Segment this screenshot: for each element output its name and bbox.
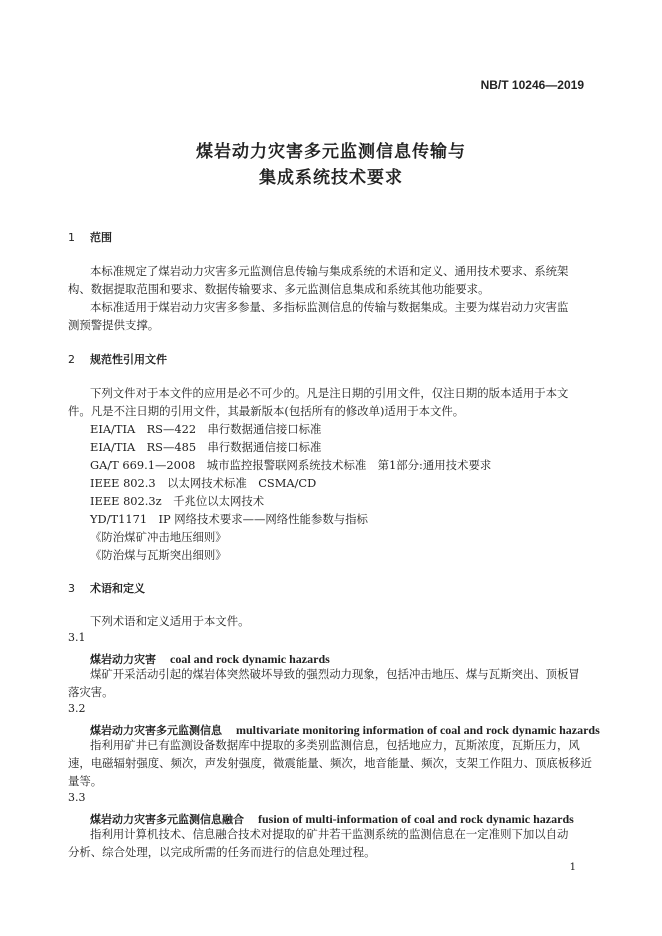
section-number: 2 <box>68 353 75 366</box>
scope-paragraph-2-line2: 测预警提供支撑。 <box>68 318 160 332</box>
section-title: 术语和定义 <box>90 582 145 595</box>
section-title: 规范性引用文件 <box>90 353 167 366</box>
term-definition-line1: 指利用计算机技术、信息融合技术对提取的矿井若干监测系统的监测信息在一定准则下加以自动 <box>90 827 569 841</box>
section-number: 1 <box>68 231 75 244</box>
reference-item: YD/T1171 IP 网络技术要求——网络性能参数与指标 <box>90 512 368 526</box>
term-chinese: 煤岩动力灾害多元监测信息 <box>90 724 222 737</box>
page-number: 1 <box>569 862 576 873</box>
standard-number: NB/T 10246—2019 <box>480 78 584 92</box>
term-definition-line2: 速，电磁辐射强度、频次，声发射强度，微震能量、频次，地音能量、频次，支架工作阻力、顶底板移近 <box>68 756 592 770</box>
term-heading <box>90 648 330 667</box>
terms-intro: 下列术语和定义适用于本文件。 <box>90 614 250 628</box>
reference-item: 《防治煤矿冲击地压细则》 <box>90 530 227 544</box>
reference-item: EIA/TIA RS—422 串行数据通信接口标准 <box>90 422 322 436</box>
section-2-heading <box>68 351 167 367</box>
section-title: 范围 <box>90 231 112 244</box>
term-chinese: 煤岩动力灾害多元监测信息融合 <box>90 813 244 826</box>
reference-item: IEEE 802.3z 千兆位以太网技术 <box>90 494 265 508</box>
term-number: 3.3 <box>68 791 86 804</box>
term-definition-line2: 分析、综合处理，以完成所需的任务而进行的信息处理过程。 <box>68 845 376 859</box>
references-intro-line2: 件。凡是不注日期的引用文件，其最新版本(包括所有的修改单)适用于本文件。 <box>68 404 465 418</box>
reference-item: GA/T 669.1—2008 城市监控报警联网系统技术标准 第1部分:通用技术要求 <box>90 458 492 472</box>
term-number: 3.2 <box>68 702 86 715</box>
scope-paragraph-1-line1: 本标准规定了煤岩动力灾害多元监测信息传输与集成系统的术语和定义、通用技术要求、系统架 <box>90 264 569 278</box>
term-definition-line1: 指利用矿井已有监测设备数据库中提取的多类别监测信息，包括地应力，瓦斯浓度，瓦斯压力，风 <box>90 738 580 752</box>
scope-paragraph-1-line2: 构、数据提取范围和要求、数据传输要求、多元监测信息集成和系统其他功能要求。 <box>68 282 490 296</box>
section-3-heading <box>68 580 145 596</box>
reference-item: IEEE 802.3 以太网技术标准 CSMA/CD <box>90 476 317 490</box>
term-heading <box>90 719 600 738</box>
scope-paragraph-2-line1: 本标准适用于煤岩动力灾害多参量、多指标监测信息的传输与数据集成。主要为煤岩动力灾害监 <box>90 300 569 314</box>
section-1-heading <box>68 229 112 245</box>
term-heading <box>90 808 574 827</box>
reference-item: 《防治煤与瓦斯突出细则》 <box>90 548 227 562</box>
term-english: multivariate monitoring information of coal and rock dynamic hazards <box>236 723 600 737</box>
section-number: 3 <box>68 582 75 595</box>
document-title-line2: 集成系统技术要求 <box>259 168 403 188</box>
term-english: fusion of multi-information of coal and rock dynamic hazards <box>258 812 574 826</box>
document-title-line1: 煤岩动力灾害多元监测信息传输与 <box>196 142 466 162</box>
term-english: coal and rock dynamic hazards <box>170 652 330 666</box>
term-definition-line2: 落灾害。 <box>68 685 114 699</box>
term-definition-line3: 量等。 <box>68 774 103 788</box>
term-chinese: 煤岩动力灾害 <box>90 653 156 666</box>
reference-item: EIA/TIA RS—485 串行数据通信接口标准 <box>90 440 322 454</box>
term-definition-line1: 煤矿开采活动引起的煤岩体突然破坏导致的强烈动力现象，包括冲击地压、煤与瓦斯突出、顶板冒 <box>90 667 580 681</box>
references-intro-line1: 下列文件对于本文件的应用是必不可少的。凡是注日期的引用文件，仅注日期的版本适用于本文 <box>90 386 569 400</box>
term-number: 3.1 <box>68 631 86 644</box>
